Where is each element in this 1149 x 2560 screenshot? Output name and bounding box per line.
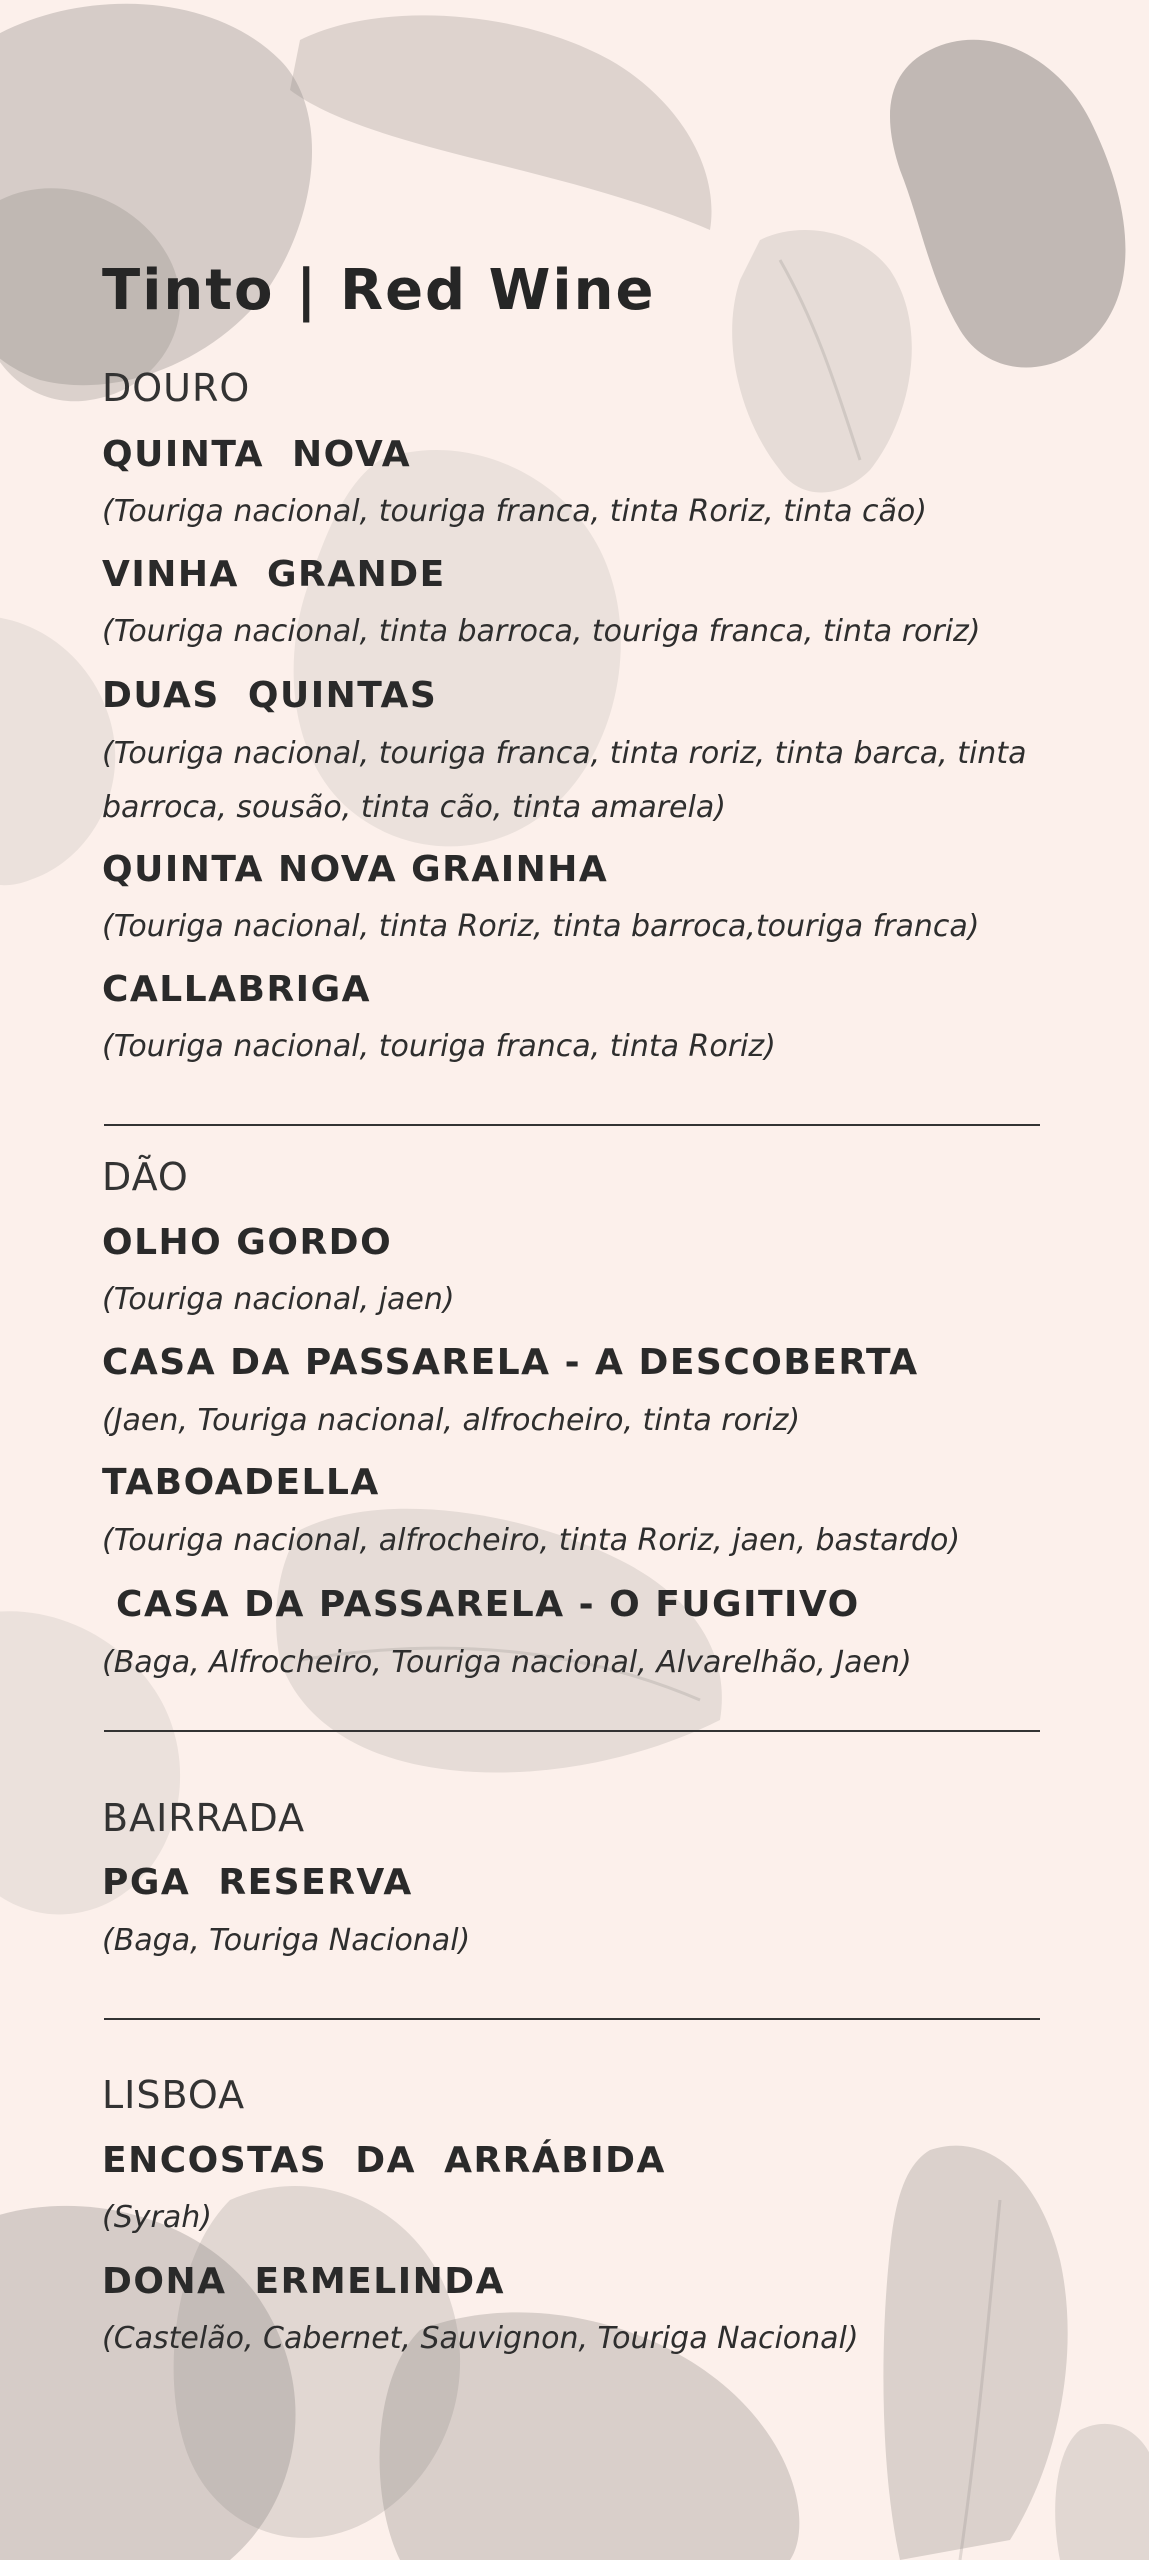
leaf-left-edge [0,616,115,886]
wine-grapes: (Touriga nacional, tinta Roriz, tinta barroca,touriga franca) [102,909,980,944]
wine-grapes: (Touriga nacional, alfrocheiro, tinta Roriz, jaen, bastardo) [102,1523,961,1558]
banana-leaf-top [290,15,712,230]
monstera-leaf-top-left [0,4,312,386]
menu-title: Tinto | Red Wine [102,258,656,323]
region-heading-douro: DOURO [102,366,251,410]
wine-grapes: (Touriga nacional, tinta barroca, touriga franca, tinta roriz) [102,614,981,649]
wine-name: QUINTA NOVA [102,434,412,475]
wine-name: ENCOSTAS DA ARRÁBIDA [102,2140,666,2181]
wine-grapes: (Baga, Touriga Nacional) [102,1923,471,1958]
leaf-bottom-right-edge [1055,2424,1149,2560]
wine-grapes: (Syrah) [102,2200,212,2235]
region-heading-dao: DÃO [102,1155,189,1199]
region-heading-lisboa: LISBOA [102,2073,246,2117]
wine-grapes: (Castelão, Cabernet, Sauvignon, Touriga Nacional) [102,2321,859,2356]
region-heading-bairrada: BAIRRADA [102,1796,306,1840]
wine-grapes: (Touriga nacional, jaen) [102,1282,455,1317]
wine-name: CASA DA PASSARELA - A DESCOBERTA [102,1342,919,1383]
leaf-vein-top-right [780,260,860,460]
section-divider [104,2018,1040,2020]
wine-name: VINHA GRANDE [102,554,446,595]
section-divider [104,1730,1040,1732]
wine-name: CALLABRIGA [102,969,371,1010]
wine-name: TABOADELLA [102,1462,380,1503]
wine-grapes: (Jaen, Touriga nacional, alfrocheiro, tinta roriz) [102,1403,801,1438]
wine-grapes: (Touriga nacional, touriga franca, tinta roriz, tinta barca, tinta barroca, sousão, tinta cão, tinta amarela) [102,736,1027,825]
wine-grapes: (Touriga nacional, touriga franca, tinta Roriz, tinta cão) [102,494,927,529]
leaf-top-right-dark [890,40,1125,368]
wine-name: DUAS QUINTAS [102,675,438,716]
wine-name: PGA RESERVA [102,1862,413,1903]
wine-name: CASA DA PASSARELA - O FUGITIVO [102,1584,860,1625]
leaf-stem-bottom [960,2200,1000,2560]
wine-name: DONA ERMELINDA [102,2261,505,2302]
leaf-top-right-veined [732,230,912,493]
monstera-leaf-bottom-left [0,2206,296,2560]
wine-grapes: (Touriga nacional, touriga franca, tinta Roriz) [102,1029,776,1064]
section-divider [104,1124,1040,1126]
wine-name: OLHO GORDO [102,1222,393,1263]
wine-name: QUINTA NOVA GRAINHA [102,849,609,890]
wine-grapes: (Baga, Alfrocheiro, Touriga nacional, Alvarelhão, Jaen) [102,1645,912,1680]
